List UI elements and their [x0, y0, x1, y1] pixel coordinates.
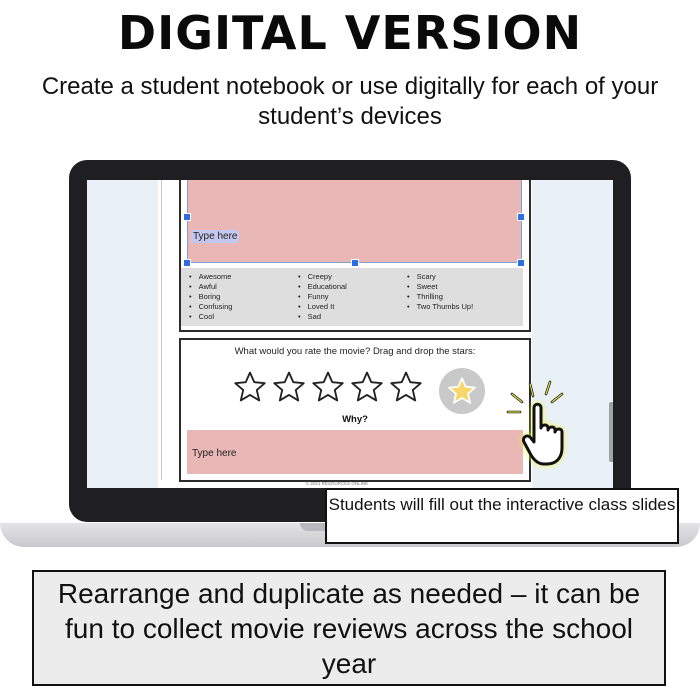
word-bank-column-1 [189, 272, 232, 322]
resize-handle[interactable] [183, 213, 191, 221]
word-bank-item: • Thrilling [407, 292, 473, 302]
star-icon[interactable] [311, 370, 345, 404]
star-icon[interactable] [272, 370, 306, 404]
word-bank-item: • Cool [189, 312, 232, 322]
word-bank-item: • Educational [298, 282, 347, 292]
star-icon[interactable] [233, 370, 267, 404]
slides-callout: Students will fill out the interactive class slides [325, 488, 679, 544]
resize-handle[interactable] [517, 213, 525, 221]
copyright-text: © 2021 RESOURCES ONLINE [305, 481, 369, 486]
review-text-box[interactable] [187, 180, 522, 263]
word-bank-item: • Funny [298, 292, 347, 302]
slide-divider [161, 180, 162, 480]
star-icon[interactable] [389, 370, 423, 404]
page-subtitle: Create a student notebook or use digitally for each of your student’s devices [41, 73, 659, 130]
page-title: DIGITAL VERSION [117, 6, 583, 60]
resize-handle[interactable] [351, 259, 359, 267]
why-text-box[interactable] [187, 430, 523, 474]
rating-question: What would you rate the movie? Drag and drop the stars: [234, 346, 476, 357]
scrollbar[interactable] [609, 402, 613, 462]
star-icon[interactable] [350, 370, 384, 404]
why-label: Why? [342, 414, 368, 425]
resize-handle[interactable] [183, 259, 191, 267]
word-bank-column-3 [407, 272, 473, 312]
word-bank-column-2 [298, 272, 347, 322]
word-bank-item: • Scary [407, 272, 473, 282]
review-text-placeholder[interactable]: Type here [193, 231, 238, 242]
draggable-star-circle[interactable] [439, 368, 485, 414]
pointing-hand-icon [500, 372, 600, 472]
word-bank-item: • Loved It [298, 302, 347, 312]
word-bank-item: • Two Thumbs Up! [407, 302, 473, 312]
word-bank-item: • Boring [189, 292, 232, 302]
filled-star-icon[interactable] [447, 376, 477, 406]
word-bank-item: • Confusing [189, 302, 232, 312]
resize-handle[interactable] [517, 259, 525, 267]
word-bank-item: • Creepy [298, 272, 347, 282]
word-bank-item: • Sweet [407, 282, 473, 292]
word-bank-item: • Awesome [189, 272, 232, 282]
bottom-callout: Rearrange and duplicate as needed – it can be fun to collect movie reviews across the school year [32, 570, 666, 686]
word-bank-item: • Awful [189, 282, 232, 292]
word-bank-item: • Sad [298, 312, 347, 322]
why-text-placeholder[interactable]: Type here [192, 448, 237, 459]
